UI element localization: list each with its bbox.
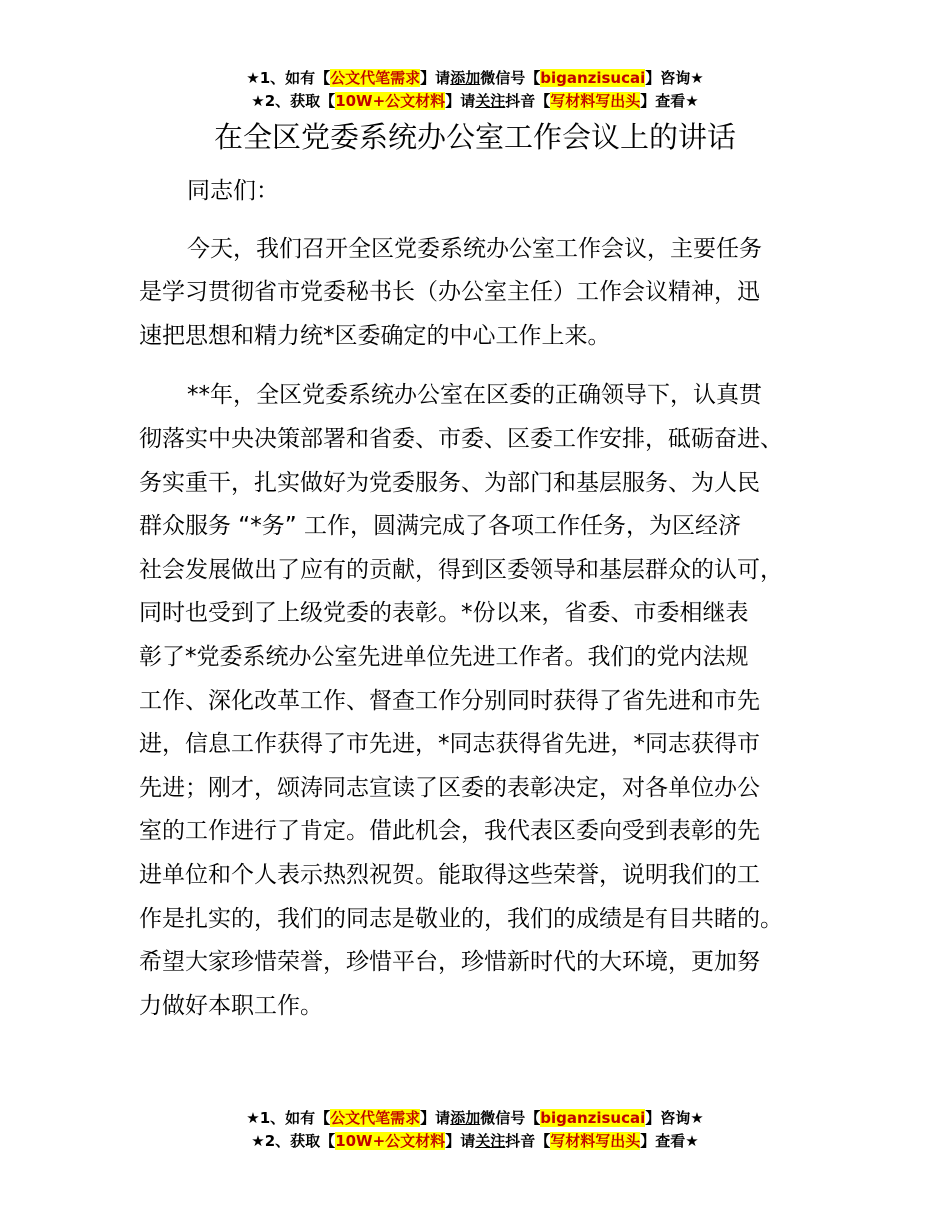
paragraph-line: 希望大家珍惜荣誉，珍惜平台，珍惜新时代的大环境，更加努 xyxy=(139,949,760,976)
paragraph-line: 速把思想和精力统*区委确定的中心工作上来。 xyxy=(139,322,611,349)
paragraph-line: 今天，我们召开全区党委系统办公室工作会议，主要任务 xyxy=(187,235,762,262)
banner-text: 抖音【 xyxy=(505,1132,551,1150)
salutation: 同志们： xyxy=(187,178,279,204)
paragraph-line: 群众服务 “*务” 工作，圆满完成了各项工作任务，为区经济 xyxy=(139,513,741,540)
paragraph-line: 务实重干，扎实做好为党委服务、为部门和基层服务、为人民 xyxy=(139,469,760,496)
paragraph-line: 先进；刚才，颂涛同志宣读了区委的表彰决定，对各单位办公 xyxy=(139,774,760,801)
banner-text: ★2、获取【 xyxy=(251,92,336,110)
banner-text: 】查看★ xyxy=(640,1132,699,1150)
paragraph-line: 是学习贯彻省市党委秘书长（办公室主任）工作会议精神，迅 xyxy=(139,279,760,306)
paragraph-line: 作是扎实的，我们的同志是敬业的，我们的成绩是有目共睹的。 xyxy=(139,905,783,932)
banner-text: 】请 xyxy=(420,1109,451,1127)
banner-line-2 xyxy=(0,1130,950,1153)
banner-text: 微信号【 xyxy=(480,1109,541,1127)
paragraph-line: 力做好本职工作。 xyxy=(139,992,323,1019)
paragraph-line: 进单位和个人表示热烈祝贺。能取得这些荣誉，说明我们的工 xyxy=(139,861,760,888)
banner-text: 】咨询★ xyxy=(645,1109,704,1127)
paragraph-2 xyxy=(139,374,839,1028)
banner-text: ★1、如有【 xyxy=(246,1109,331,1127)
document-title: 在全区党委系统办公室工作会议上的讲话 xyxy=(213,120,736,154)
document-body xyxy=(139,170,839,1044)
banner-text: 】查看★ xyxy=(640,92,699,110)
paragraph-line: 室的工作进行了肯定。借此机会，我代表区委向受到表彰的先 xyxy=(139,818,760,845)
banner-highlight: 10W+公文材料 xyxy=(335,92,446,110)
banner-text: ★1、如有【 xyxy=(246,69,331,87)
banner-underline: 添加 xyxy=(450,1109,481,1127)
banner-underline: 关注 xyxy=(475,92,506,110)
banner-text: 微信号【 xyxy=(480,69,541,87)
banner-text: ★2、获取【 xyxy=(251,1132,336,1150)
banner-text: 】请 xyxy=(445,92,476,110)
paragraph-line: 进，信息工作获得了市先进，*同志获得省先进，*同志获得市 xyxy=(139,731,760,758)
banner-highlight: 写材料写出头 xyxy=(550,1132,641,1150)
banner-text: 】咨询★ xyxy=(645,69,704,87)
paragraph-line: 工作、深化改革工作、督查工作分别同时获得了省先进和市先 xyxy=(139,687,760,714)
banner-line-2 xyxy=(0,90,950,113)
banner-highlight: biganzisucai xyxy=(540,1109,646,1127)
banner-highlight: 10W+公文材料 xyxy=(335,1132,446,1150)
banner-highlight: 写材料写出头 xyxy=(550,92,641,110)
banner-underline: 关注 xyxy=(475,1132,506,1150)
banner-line-1 xyxy=(0,67,950,90)
banner-highlight: 公文代笔需求 xyxy=(330,1109,421,1127)
paragraph-line: 彻落实中央决策部署和省委、市委、区委工作安排，砥砺奋进、 xyxy=(139,425,783,452)
footer-banner xyxy=(0,1107,950,1153)
banner-text: 】请 xyxy=(445,1132,476,1150)
header-banner xyxy=(0,67,950,113)
banner-highlight: biganzisucai xyxy=(540,69,646,87)
banner-text: 抖音【 xyxy=(505,92,551,110)
banner-text: 】请 xyxy=(420,69,451,87)
banner-line-1 xyxy=(0,1107,950,1130)
banner-underline: 添加 xyxy=(450,69,481,87)
paragraph-line: **年，全区党委系统办公室在区委的正确领导下，认真贯 xyxy=(187,382,762,409)
banner-highlight: 公文代笔需求 xyxy=(330,69,421,87)
paragraph-line: 同时也受到了上级党委的表彰。*份以来，省委、市委相继表 xyxy=(139,600,749,627)
paragraph-1 xyxy=(139,228,839,359)
paragraph-line: 彰了*党委系统办公室先进单位先进工作者。我们的党内法规 xyxy=(139,643,749,670)
paragraph-line: 社会发展做出了应有的贡献，得到区委领导和基层群众的认可， xyxy=(139,556,783,583)
